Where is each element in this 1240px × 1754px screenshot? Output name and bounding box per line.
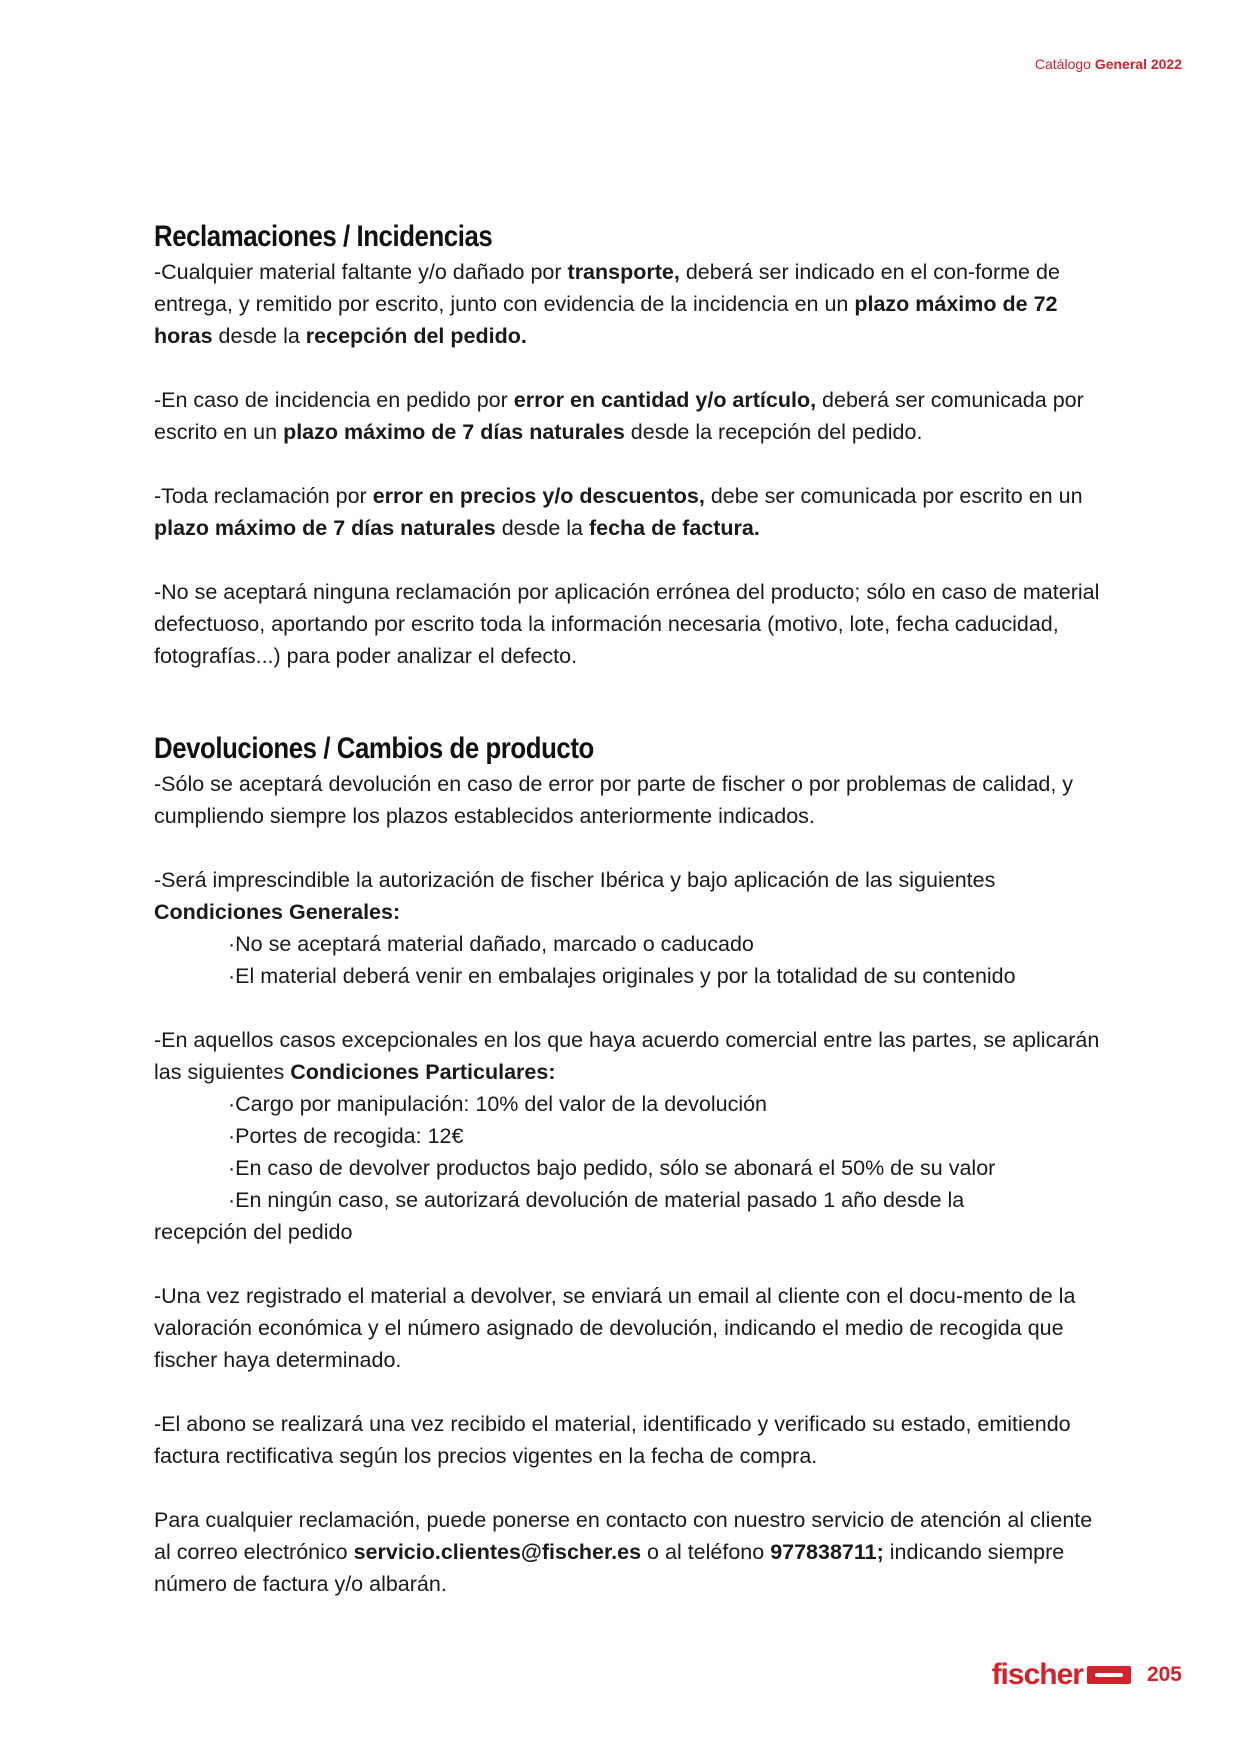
text: o al teléfono <box>641 1540 771 1564</box>
bold-text: error en cantidad y/o artículo, <box>513 388 817 412</box>
catalog-year: General 2022 <box>1094 56 1182 72</box>
bold-text: Condiciones Particulares: <box>290 1060 556 1084</box>
paragraph: -El abono se realizará una vez recibido el material, identificado y verificado su estado, emitiendo factura rectificativa según los precios vigentes en la fecha de compra. <box>154 1412 1071 1468</box>
text: desde la <box>495 516 589 540</box>
bold-text: fecha de factura. <box>588 516 760 540</box>
email-address: servicio.clientes@fischer.es <box>353 1540 642 1564</box>
paragraph <box>154 864 1114 928</box>
text: Para cualquier reclamación, puede ponerse en contacto con nuestro servicio de atención al cliente al correo electrónico <box>154 1508 1093 1564</box>
catalog-prefix: Catálogo <box>1034 56 1095 72</box>
bold-text: plazo máximo de 7 días naturales <box>154 516 496 540</box>
list-item: ·El material deberá venir en embalajes originales y por la totalidad de su contenido <box>228 964 1016 988</box>
paragraph <box>154 480 1114 544</box>
catalog-header <box>1035 56 1182 72</box>
contact-paragraph <box>154 1504 1114 1600</box>
bold-text: error en precios y/o descuentos, <box>372 484 705 508</box>
text: -Será imprescindible la autorización de fischer Ibérica y bajo aplicación de las siguientes <box>154 868 996 892</box>
list-item: ·En ningún caso, se autorizará devolución de material pasado 1 año desde la <box>228 1188 965 1212</box>
text: -En caso de incidencia en pedido por <box>154 388 514 412</box>
text: desde la recepción del pedido. <box>624 420 923 444</box>
fischer-logo-icon <box>1087 1666 1131 1684</box>
paragraph: -No se aceptará ninguna reclamación por aplicación errónea del producto; sólo en caso de material defectuoso, aportando por escrito toda la información necesaria (motivo, lote, fecha caducidad, fotografías...) para poder analizar el defecto. <box>154 580 1100 668</box>
section-title-reclamaciones: Reclamaciones / Incidencias <box>154 220 493 253</box>
list-item: ·En caso de devolver productos bajo pedido, sólo se abonará el 50% de su valor <box>228 1156 996 1180</box>
text: desde la <box>212 324 306 348</box>
bold-text: recepción del pedido. <box>305 324 527 348</box>
page-footer <box>992 1658 1182 1692</box>
bold-text: plazo máximo de 72 horas <box>154 292 1058 348</box>
bold-text: Condiciones Generales: <box>154 900 401 924</box>
section-title-devoluciones: Devoluciones / Cambios de producto <box>154 732 594 765</box>
text: deberá ser indicado en el con-forme de entrega, y remitido por escrito, junto con evidencia de la incidencia en un <box>154 260 1060 316</box>
paragraph: -Sólo se aceptará devolución en caso de error por parte de fischer o por problemas de calidad, y cumpliendo siempre los plazos establecidos anteriormente indicados. <box>154 772 1074 828</box>
paragraph: -Una vez registrado el material a devolver, se enviará un email al cliente con el docu-mento de la valoración económica y el número asignado de devolución, indicando el medio de recogida que fischer haya determinado. <box>154 1284 1076 1372</box>
paragraph <box>154 256 1114 352</box>
list-item: ·Cargo por manipulación: 10% del valor de la devolución <box>228 1092 768 1116</box>
text: -En aquellos casos excepcionales en los que haya acuerdo comercial entre las partes, se aplicarán las siguientes <box>154 1028 1100 1084</box>
paragraph <box>154 1024 1114 1088</box>
text: -Cualquier material faltante y/o dañado por <box>154 260 568 284</box>
phone-number: 977838711; <box>770 1540 884 1564</box>
text: indicando siempre número de factura y/o albarán. <box>154 1540 1065 1596</box>
main-content <box>154 218 1114 1600</box>
bold-text: transporte, <box>567 260 680 284</box>
list-item: ·No se aceptará material dañado, marcado o caducado <box>228 932 754 956</box>
text: deberá ser comunicada por escrito en un <box>154 388 1084 444</box>
text: -Toda reclamación por <box>154 484 373 508</box>
text: debe ser comunicada por escrito en un <box>704 484 1083 508</box>
paragraph <box>154 384 1114 448</box>
list-item: ·Portes de recogida: 12€ <box>228 1124 464 1148</box>
page-number: 205 <box>1146 1663 1182 1686</box>
fischer-logo: fischer <box>991 1658 1083 1691</box>
bold-text: plazo máximo de 7 días naturales <box>283 420 625 444</box>
list-item-continuation: recepción del pedido <box>154 1220 353 1244</box>
